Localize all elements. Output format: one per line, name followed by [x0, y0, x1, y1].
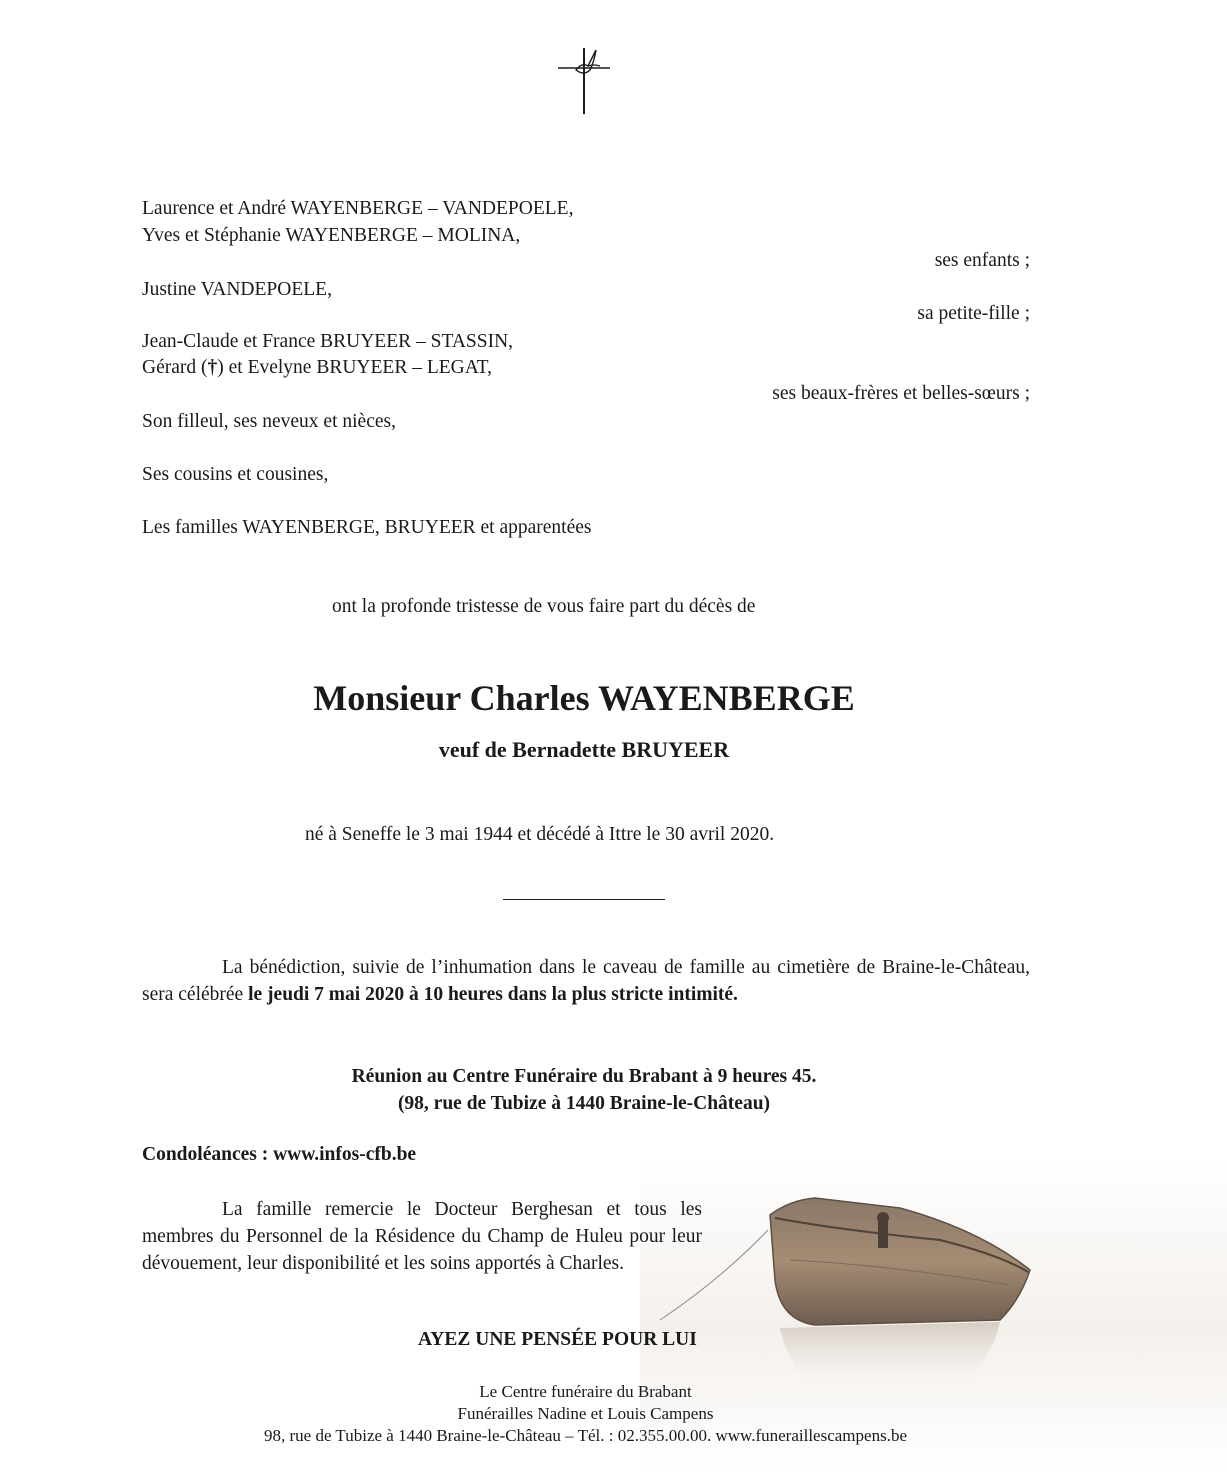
granddaughter-role: sa petite-fille ;: [917, 303, 1030, 324]
reunion-line-2: (98, rue de Tubize à 1440 Braine-le-Château): [397, 1093, 771, 1114]
announcement: ont la profonde tristesse de vous faire part du décès de: [332, 596, 756, 617]
cousins-line: Ses cousins et cousines,: [142, 464, 329, 485]
widower-line: veuf de Bernadette BRUYEER: [438, 737, 730, 762]
reunion-line-1: Réunion au Centre Funéraire du Brabant à 9 heures 45.: [351, 1066, 817, 1087]
ceremony-paragraph: La bénédiction, suivie de l’inhumation dans le caveau de famille au cimetière de Braine-le-Château, sera célébrée le jeudi 7 mai 2020 à 10 heures dans la plus stricte intimité.: [142, 957, 1030, 1005]
families-line: Les familles WAYENBERGE, BRUYEER et apparentées: [142, 517, 592, 538]
inlaws-role: ses beaux-frères et belles-sœurs ;: [772, 383, 1030, 404]
footer-line-2: Funérailles Nadine et Louis Campens: [457, 1404, 714, 1423]
inlaws-line-1: Jean-Claude et France BRUYEER – STASSIN,: [142, 331, 514, 352]
footer-line-1: Le Centre funéraire du Brabant: [479, 1382, 692, 1401]
closing-line: AYEZ UNE PENSÉE POUR LUI: [418, 1329, 697, 1350]
inlaws-line-2: Gérard (†) et Evelyne BRUYEER – LEGAT,: [142, 357, 493, 378]
godson-line: Son filleul, ses neveux et nièces,: [142, 411, 396, 432]
cross-with-dove-icon: [548, 40, 620, 116]
granddaughter-line: Justine VANDEPOELE,: [142, 279, 332, 300]
condolences-line: Condoléances : www.infos-cfb.be: [142, 1144, 417, 1165]
separator-line: [503, 899, 665, 900]
thanks-paragraph: La famille remercie le Docteur Berghesan et tous les membres du Personnel de la Résidence du Champ de Huleu pour leur dévouement, leur disponibilité et les soins apportés à Charles.: [142, 1199, 702, 1274]
children-line-1: Laurence et André WAYENBERGE – VANDEPOELE,: [142, 198, 574, 219]
children-line-2: Yves et Stéphanie WAYENBERGE – MOLINA,: [142, 225, 521, 246]
deceased-cross-icon: †: [207, 357, 218, 378]
deceased-name: Monsieur Charles WAYENBERGE: [313, 678, 855, 718]
birth-death-dates: né à Seneffe le 3 mai 1944 et décédé à Ittre le 30 avril 2020.: [305, 824, 775, 845]
footer-line-3: 98, rue de Tubize à 1440 Braine-le-Château – Tél. : 02.355.00.00. www.funeraillescampens.be: [263, 1426, 907, 1445]
children-role: ses enfants ;: [934, 250, 1030, 271]
